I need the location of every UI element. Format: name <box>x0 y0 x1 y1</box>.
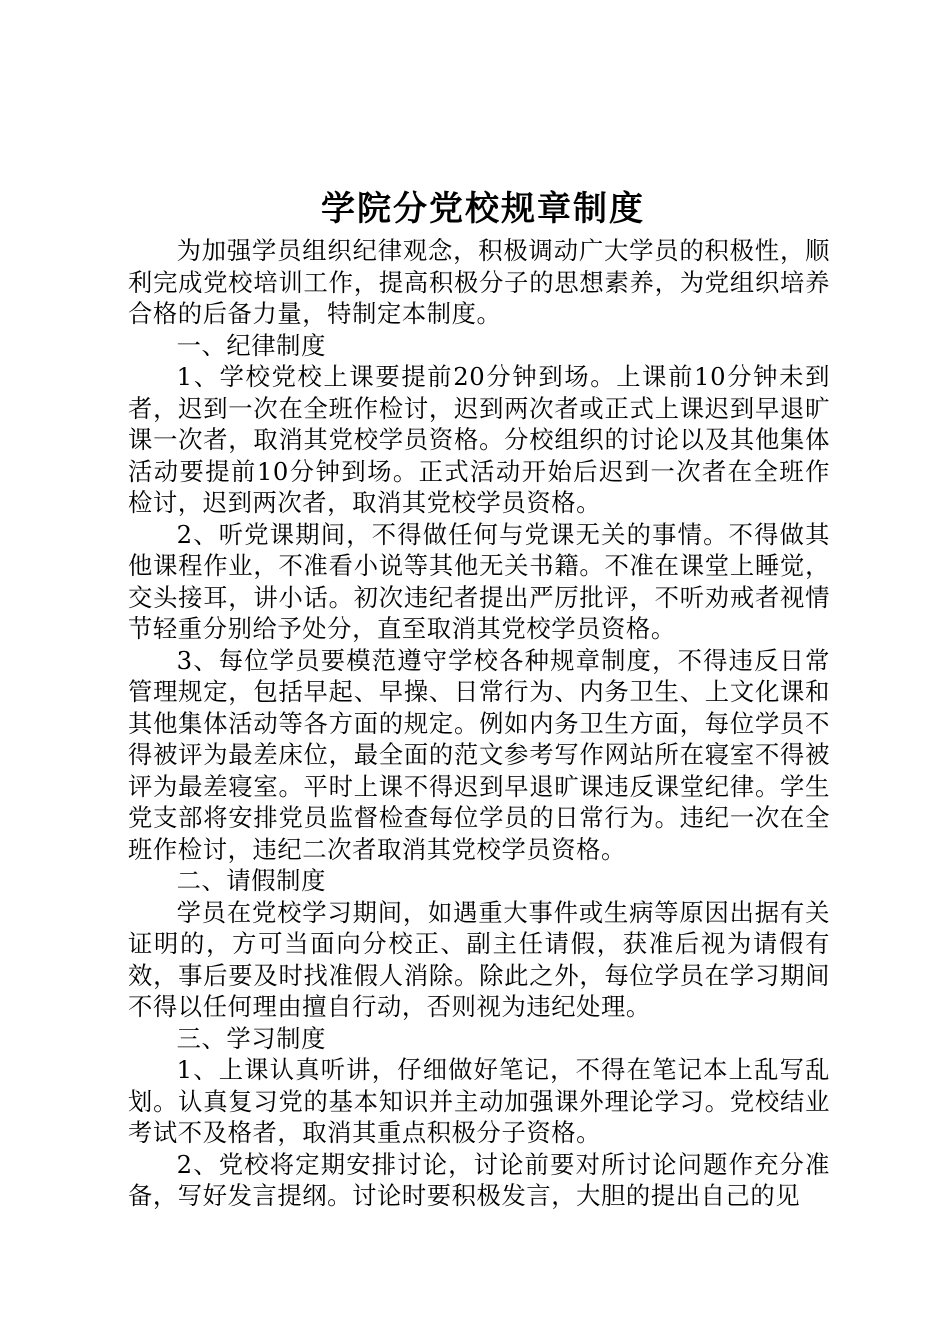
section-heading-leave: 二、请假制度 <box>176 866 326 895</box>
section-heading-discipline: 一、纪律制度 <box>176 330 326 360</box>
discipline-rule-3: 3、每位学员要模范遵守学校各种规章制度，不得违反日常管理规定，包括早起、早操、日常行为、内务卫生、上文化课和其他集体活动等各方面的规定。例如内务卫生方面，每位学员不得被评为最差床位，最全面的范文参考写作网站所在寝室不得被评为最差寝室。平时上课不得迟到早退旷课违反课堂纪律。学生党支部将安排党员监督检查每位学员的日常行为。违纪一次在全班作检讨，违纪二次者取消其党校学员资格。 <box>128 645 830 864</box>
leave-rule-1: 学员在党校学习期间，如遇重大事件或生病等原因出据有关证明的，方可当面向分校正、副主任请假，获准后视为请假有效，事后要及时找准假人消除。除此之外，每位学员在学习期间不得以任何理由擅自行动，否则视为违纪处理。 <box>128 897 830 1021</box>
discipline-rule-1: 1、学校党校上课要提前20分钟到场。上课前10分钟未到者，迟到一次在全班作检讨，迟到两次者或正式上课迟到早退旷课一次者，取消其党校学员资格。分校组织的讨论以及其他集体活动要提前10分钟到场。正式活动开始后迟到一次者在全班作检讨，迟到两次者，取消其党校学员资格。 <box>128 362 830 517</box>
study-rule-2: 2、党校将定期安排讨论，讨论前要对所讨论问题作充分准备，写好发言提纲。讨论时要积极发言，大胆的提出自己的见 <box>128 1149 830 1210</box>
section-heading-study: 三、学习制度 <box>176 1023 326 1053</box>
intro-paragraph: 为加强学员组织纪律观念，积极调动广大学员的积极性，顺利完成党校培训工作，提高积极分子的思想素养，为党组织培养合格的后备力量，特制定本制度。 <box>128 236 830 328</box>
document-title: 学院分党校规章制度 <box>321 189 645 229</box>
document-page <box>128 183 830 1212</box>
study-rule-1: 1、上课认真听讲，仔细做好笔记，不得在笔记本上乱写乱划。认真复习党的基本知识并主动加强课外理论学习。党校结业考试不及格者，取消其重点积极分子资格。 <box>128 1055 830 1147</box>
discipline-rule-2: 2、听党课期间，不得做任何与党课无关的事情。不得做其他课程作业，不准看小说等其他无关书籍。不准在课堂上睡觉，交头接耳，讲小话。初次违纪者提出严厉批评，不听劝戒者视情节轻重分别给予处分，直至取消其党校学员资格。 <box>128 519 830 643</box>
